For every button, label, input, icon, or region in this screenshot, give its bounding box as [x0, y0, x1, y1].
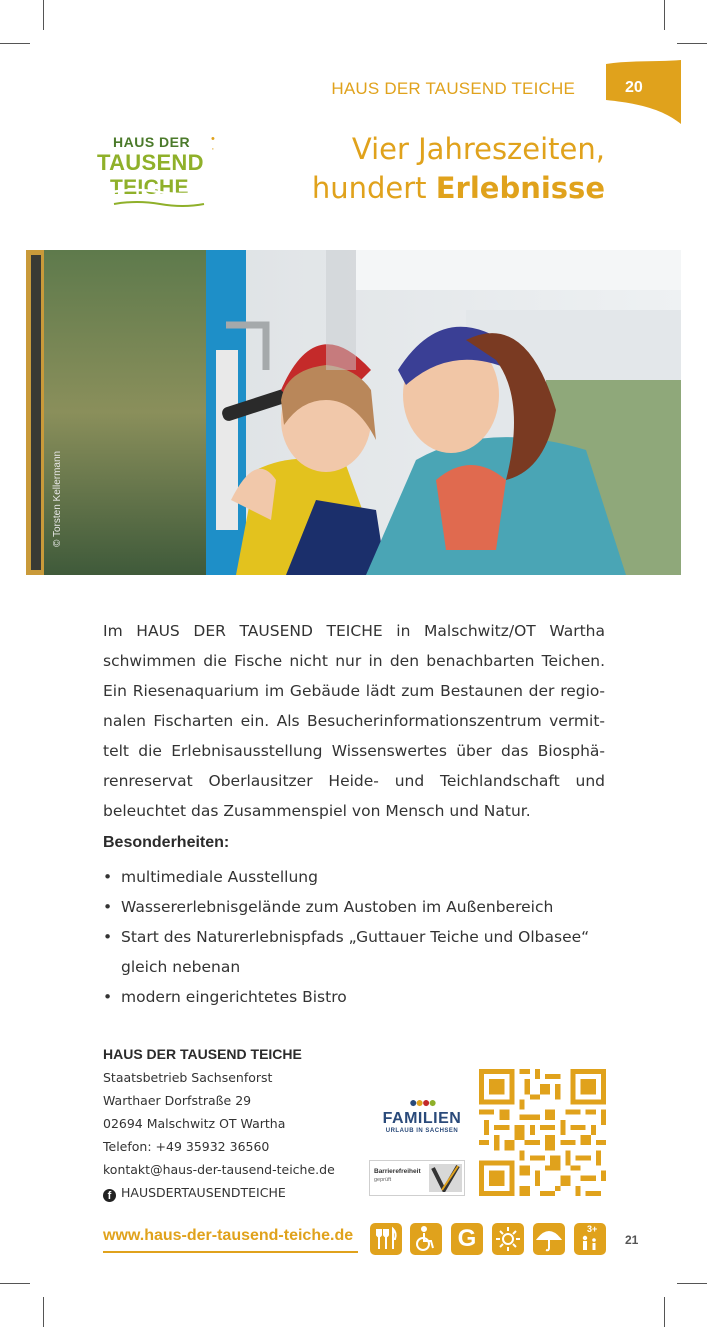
crop-mark: [43, 0, 44, 30]
hero-photo-illustration: [26, 250, 681, 575]
contact-block: [103, 1043, 335, 1204]
contact-email[interactable]: kontakt@haus-der-tausend-teiche.de: [103, 1162, 335, 1177]
sun-icon: [492, 1223, 524, 1255]
familien-title: FAMILIEN: [382, 1110, 462, 1127]
feature-icons: [370, 1223, 606, 1255]
familien-badge: [378, 1094, 466, 1146]
photo-credit: © Torsten Kellermann: [52, 450, 63, 547]
umbrella-icon: [533, 1223, 565, 1255]
title-line1: Vier Jahreszeiten,: [351, 132, 605, 166]
qr-code-icon[interactable]: [479, 1069, 606, 1196]
logo-line3: TEICHE: [110, 176, 189, 199]
contact-city: 02694 Malschwitz OT Wartha: [103, 1116, 286, 1131]
features-heading: Besonderheiten:: [103, 834, 230, 851]
page-title: [312, 130, 605, 208]
logo-line2: TAUSEND: [97, 150, 204, 175]
title-line2-regular: hundert: [311, 171, 436, 205]
contact-phone[interactable]: Telefon: +49 35932 36560: [103, 1139, 270, 1154]
logo-dots-icon: • ·: [211, 133, 215, 155]
facebook-icon: f: [103, 1189, 116, 1202]
page-badge-shape: [606, 60, 681, 124]
group-icon: [451, 1223, 483, 1255]
barriere-subtitle: geprüft: [374, 1177, 392, 1183]
restaurant-icon: [370, 1223, 402, 1255]
website-underline: [103, 1251, 358, 1253]
family-age-icon: [574, 1223, 606, 1255]
title-line2: [312, 169, 605, 208]
facebook-handle: HAUSDERTAUSENDTEICHE: [121, 1185, 286, 1200]
age-label: 3+: [587, 1224, 598, 1234]
contact-facebook[interactable]: [103, 1181, 335, 1204]
page-badge: [606, 60, 681, 124]
description-text: Im HAUS DER TAUSEND TEICHE in Malschwitz/OT Wartha schwimmen die Fische nicht nur in den benachbarten Teichen. Ein Riesenaquarium im Gebäude lädt zum Bestaunen der regionalen Fischarten ein. Als Besucherinformationszentrum vermittelt die Erlebnisausstellung Wissenswertes über das Biosphärenreservat Oberlausitzer Heide- und Teichlandschaft und beleuchtet das Zusammenspiel von Mensch und Natur.: [103, 622, 605, 820]
crop-mark: [677, 1283, 707, 1284]
crop-mark: [0, 1283, 30, 1284]
crop-mark: [677, 43, 707, 44]
crop-mark: [0, 43, 30, 44]
contact-street: Warthaer Dorfstraße 29: [103, 1093, 252, 1108]
contact-name: HAUS DER TAUSEND TEICHE: [103, 1046, 302, 1062]
barrierefreiheit-badge: [369, 1160, 465, 1196]
crop-mark: [43, 1297, 44, 1327]
contact-org: Staatsbetrieb Sachsenforst: [103, 1070, 273, 1085]
feature-item: • multimediale Ausstellung: [103, 862, 608, 892]
family-figures-icon: ●●●●: [409, 1094, 435, 1110]
feature-item: • modern eingerichtetes Bistro: [103, 982, 608, 1012]
features-list: [103, 862, 608, 1012]
wheelchair-icon: [410, 1223, 442, 1255]
group-icon-letter: G: [457, 1225, 477, 1252]
crop-mark: [664, 1297, 665, 1327]
check-mark-icon: [429, 1164, 462, 1192]
feature-item: • Start des Naturerlebnispfads „Guttauer Teiche und Olbasee“ gleich nebenan: [103, 922, 608, 982]
hero-photo: [26, 250, 681, 575]
logo-wave-icon: [110, 186, 208, 208]
page-badge-number: 20: [625, 79, 643, 96]
website-link[interactable]: www.haus-der-tausend-teiche.de: [103, 1227, 354, 1244]
page-number: 21: [625, 1233, 639, 1247]
feature-item: • Wassererlebnisgelände zum Austoben im Außenbereich: [103, 892, 608, 922]
logo: [96, 132, 226, 212]
logo-line1: HAUS DER: [113, 134, 191, 150]
header-label: HAUS DER TAUSEND TEICHE: [331, 79, 575, 98]
title-line2-bold: Erlebnisse: [435, 171, 605, 205]
barriere-title: Barrierefreiheit: [374, 1168, 421, 1175]
crop-mark: [664, 0, 665, 30]
familien-subtitle: URLAUB IN SACHSEN: [385, 1128, 459, 1134]
